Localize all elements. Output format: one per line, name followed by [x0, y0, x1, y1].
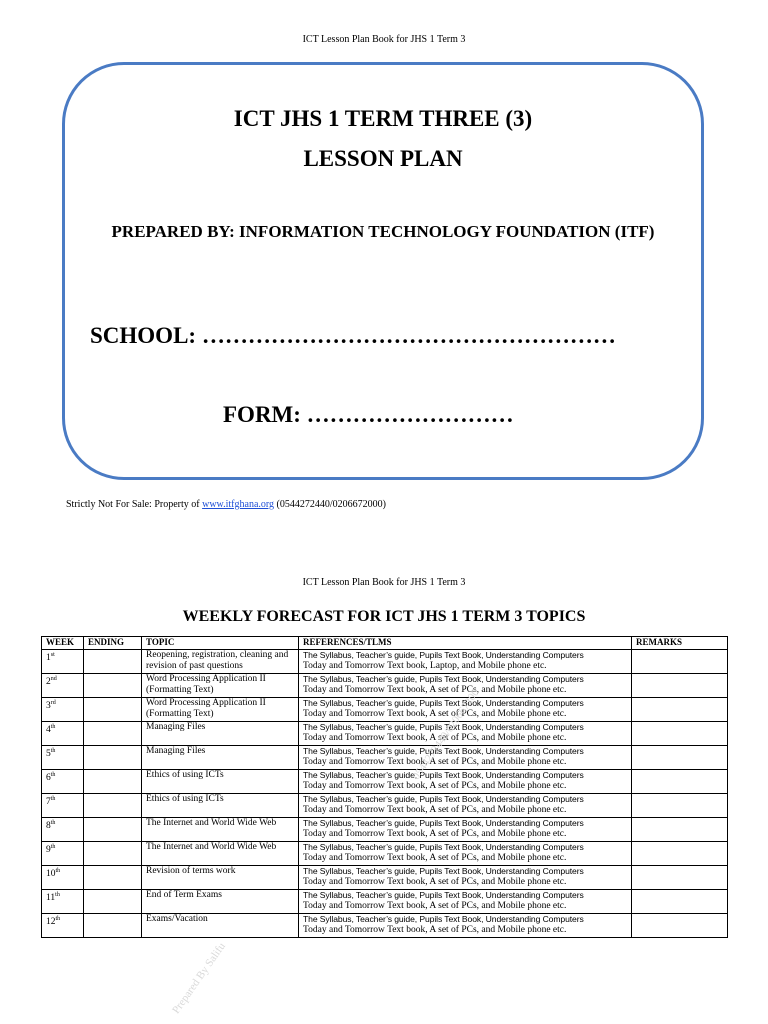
week-number: 8	[46, 820, 51, 831]
week-number: 5	[46, 748, 51, 759]
watermark: Prepared By Salifu	[170, 940, 229, 1016]
topic-cell: Managing Files	[142, 721, 299, 745]
week-number: 2	[46, 676, 51, 687]
week-ordinal: th	[55, 915, 61, 922]
week-cell	[42, 793, 84, 817]
ending-cell	[84, 649, 142, 673]
week-ordinal: th	[50, 723, 56, 730]
references-line2: Today and Tomorrow Text book, A set of PCs, and Mobile phone etc.	[303, 805, 567, 815]
references-line2: Today and Tomorrow Text book, A set of PCs, and Mobile phone etc.	[303, 901, 567, 911]
prepared-by: PREPARED BY: INFORMATION TECHNOLOGY FOUNDATION (ITF)	[111, 222, 655, 241]
references-cell	[299, 793, 632, 817]
remarks-cell	[632, 673, 728, 697]
table-row	[42, 649, 728, 673]
week-cell	[42, 865, 84, 889]
remarks-cell	[632, 889, 728, 913]
forecast-title: WEEKLY FORECAST FOR ICT JHS 1 TERM 3 TOPICS	[182, 608, 586, 625]
table-row	[42, 721, 728, 745]
week-ordinal: rd	[50, 699, 56, 706]
references-line1: The Syllabus, Teacher’s guide, Pupils Text Book, Understanding Computers	[303, 913, 584, 924]
references-cell	[299, 889, 632, 913]
references-line2: Today and Tomorrow Text book, A set of PCs, and Mobile phone etc.	[303, 877, 567, 887]
table-row	[42, 913, 728, 937]
references-cell	[299, 721, 632, 745]
topic-cell: Managing Files	[142, 745, 299, 769]
week-number: 12	[46, 916, 56, 927]
week-number: 11	[46, 892, 56, 903]
references-cell	[299, 673, 632, 697]
cover-subtitle: LESSON PLAN	[303, 146, 463, 171]
references-line2: Today and Tomorrow Text book, A set of PCs, and Mobile phone etc.	[303, 781, 567, 791]
ending-cell	[84, 865, 142, 889]
table-row	[42, 769, 728, 793]
running-header: ICT Lesson Plan Book for JHS 1 Term 3	[302, 34, 466, 45]
references-cell	[299, 913, 632, 937]
references-line1: The Syllabus, Teacher’s guide, Pupils Text Book, Understanding Computers	[303, 697, 584, 708]
school-field: SCHOOL: ………………………………………………	[90, 323, 616, 348]
week-cell	[42, 889, 84, 913]
week-cell	[42, 673, 84, 697]
ending-cell	[84, 697, 142, 721]
remarks-cell	[632, 745, 728, 769]
references-cell	[299, 841, 632, 865]
week-ordinal: th	[55, 867, 61, 874]
week-cell	[42, 697, 84, 721]
ending-cell	[84, 889, 142, 913]
footer-note	[66, 499, 386, 510]
references-line2: Today and Tomorrow Text book, A set of PCs, and Mobile phone etc.	[303, 757, 567, 767]
watermark-phone: 0544272440/020667200	[410, 687, 482, 782]
remarks-cell	[632, 913, 728, 937]
table-row	[42, 841, 728, 865]
table-row	[42, 793, 728, 817]
references-line2: Today and Tomorrow Text book, A set of PCs, and Mobile phone etc.	[303, 685, 567, 695]
week-ordinal: th	[50, 843, 56, 850]
table-header-row	[42, 637, 728, 650]
week-cell	[42, 649, 84, 673]
table-row	[42, 673, 728, 697]
cover-title: ICT JHS 1 TERM THREE (3)	[233, 106, 533, 131]
week-number: 1	[46, 652, 51, 663]
remarks-cell	[632, 697, 728, 721]
remarks-cell	[632, 769, 728, 793]
week-ordinal: th	[50, 771, 56, 778]
remarks-cell	[632, 841, 728, 865]
week-cell	[42, 817, 84, 841]
week-ordinal: nd	[50, 675, 57, 682]
references-cell	[299, 769, 632, 793]
references-cell	[299, 697, 632, 721]
references-cell	[299, 817, 632, 841]
week-cell	[42, 769, 84, 793]
topic-cell: Revision of terms work	[142, 865, 299, 889]
remarks-cell	[632, 649, 728, 673]
references-line1: The Syllabus, Teacher’s guide, Pupils Text Book, Understanding Computers	[303, 673, 584, 684]
week-ordinal: st	[50, 651, 55, 658]
ending-cell	[84, 721, 142, 745]
header-references: REFERENCES/TLMS	[299, 637, 632, 650]
week-cell	[42, 721, 84, 745]
header-remarks: REMARKS	[632, 637, 728, 650]
ending-cell	[84, 793, 142, 817]
references-line2: Today and Tomorrow Text book, A set of PCs, and Mobile phone etc.	[303, 829, 567, 839]
header-ending: ENDING	[84, 637, 142, 650]
remarks-cell	[632, 865, 728, 889]
topic-cell: Word Processing Application II (Formatting Text)	[142, 673, 299, 697]
references-line1: The Syllabus, Teacher’s guide, Pupils Text Book, Understanding Computers	[303, 889, 584, 900]
references-line1: The Syllabus, Teacher’s guide, Pupils Text Book, Understanding Computers	[303, 745, 584, 756]
week-ordinal: th	[50, 795, 56, 802]
ending-cell	[84, 673, 142, 697]
table-row	[42, 697, 728, 721]
week-number: 10	[46, 868, 56, 879]
week-cell	[42, 913, 84, 937]
references-cell	[299, 649, 632, 673]
ending-cell	[84, 913, 142, 937]
topic-cell: End of Term Exams	[142, 889, 299, 913]
form-field: FORM: ………………………	[223, 402, 514, 427]
week-cell	[42, 841, 84, 865]
ending-cell	[84, 817, 142, 841]
references-line1: The Syllabus, Teacher’s guide, Pupils Text Book, Understanding Computers	[303, 769, 584, 780]
references-line2: Today and Tomorrow Text book, A set of PCs, and Mobile phone etc.	[303, 853, 567, 863]
topic-cell: The Internet and World Wide Web	[142, 841, 299, 865]
weekly-forecast-table	[41, 636, 728, 938]
table-row	[42, 817, 728, 841]
topic-cell: Reopening, registration, cleaning and revision of past questions	[142, 649, 299, 673]
table-row	[42, 745, 728, 769]
header-week: WEEK	[42, 637, 84, 650]
references-cell	[299, 865, 632, 889]
remarks-cell	[632, 793, 728, 817]
week-number: 6	[46, 772, 51, 783]
remarks-cell	[632, 721, 728, 745]
week-number: 9	[46, 844, 51, 855]
website-link[interactable]: www.itfghana.org	[202, 499, 275, 510]
topic-cell: Ethics of using ICTs	[142, 769, 299, 793]
references-line2: Today and Tomorrow Text book, A set of PCs, and Mobile phone etc.	[303, 709, 567, 719]
ending-cell	[84, 745, 142, 769]
week-number: 7	[46, 796, 51, 807]
week-number: 4	[46, 724, 51, 735]
references-line1: The Syllabus, Teacher’s guide, Pupils Text Book, Understanding Computers	[303, 841, 584, 852]
topic-cell: Exams/Vacation	[142, 913, 299, 937]
running-header-page2: ICT Lesson Plan Book for JHS 1 Term 3	[302, 577, 466, 588]
references-line1: The Syllabus, Teacher’s guide, Pupils Text Book, Understanding Computers	[303, 721, 584, 732]
week-ordinal: th	[55, 891, 60, 898]
footer-prefix: Strictly Not For Sale: Property of	[66, 499, 203, 510]
references-line2: Today and Tomorrow Text book, A set of PCs, and Mobile phone etc.	[303, 925, 567, 935]
references-line1: The Syllabus, Teacher’s guide, Pupils Text Book, Understanding Computers	[303, 865, 584, 876]
week-cell	[42, 745, 84, 769]
table-row	[42, 889, 728, 913]
references-line1: The Syllabus, Teacher’s guide, Pupils Text Book, Understanding Computers	[303, 817, 584, 828]
header-topic: TOPIC	[142, 637, 299, 650]
week-number: 3	[46, 700, 51, 711]
references-line1: The Syllabus, Teacher’s guide, Pupils Text Book, Understanding Computers	[303, 649, 584, 660]
ending-cell	[84, 769, 142, 793]
week-ordinal: th	[50, 747, 56, 754]
footer-phone: (0544272440/0206672000)	[274, 499, 386, 510]
week-ordinal: th	[50, 819, 56, 826]
topic-cell: Ethics of using ICTs	[142, 793, 299, 817]
references-line1: The Syllabus, Teacher’s guide, Pupils Text Book, Understanding Computers	[303, 793, 584, 804]
references-line2: Today and Tomorrow Text book, Laptop, and Mobile phone etc.	[303, 661, 547, 671]
references-cell	[299, 745, 632, 769]
topic-cell: The Internet and World Wide Web	[142, 817, 299, 841]
references-line2: Today and Tomorrow Text book, A set of PCs, and Mobile phone etc.	[303, 733, 567, 743]
ending-cell	[84, 841, 142, 865]
remarks-cell	[632, 817, 728, 841]
topic-cell: Word Processing Application II (Formatting Text)	[142, 697, 299, 721]
table-row	[42, 865, 728, 889]
